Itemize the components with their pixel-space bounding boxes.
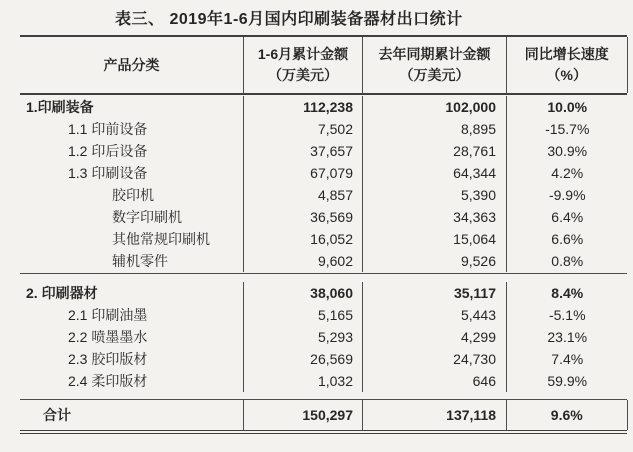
previous-amount-cell-text: 646 [472,373,496,389]
product-category-cell [20,118,244,140]
current-amount-cell-text: 36,569 [310,209,353,225]
product-category-cell [20,206,244,228]
table-body [20,95,627,399]
current-amount-cell [244,162,363,184]
growth-rate-cell [507,206,628,228]
table-total-row [20,399,627,434]
product-category-cell [20,282,244,304]
previous-amount-cell [363,184,507,206]
current-amount-cell [244,184,363,206]
total-label: 合计 [43,407,71,423]
table-row [20,370,627,392]
header-current-amount [244,37,363,93]
current-amount-cell [244,250,363,272]
product-category-cell [20,140,244,162]
product-category-cell [20,348,244,370]
header-growth-rate [507,37,628,93]
previous-amount-cell [363,228,507,250]
product-category-cell [20,304,244,326]
current-amount-cell-text: 5,165 [317,307,353,323]
total-previous-amount-cell [363,400,507,430]
product-category-cell [20,162,244,184]
growth-rate-cell-text: 59.9% [547,373,588,389]
product-category-cell [20,184,244,206]
previous-amount-cell [363,206,507,228]
total-label-cell [20,400,244,430]
table-row [20,96,627,118]
table-row [20,348,627,370]
previous-amount-cell-text: 9,526 [460,253,496,269]
header-previous-amount-line1: 去年同期累计金额 [378,46,491,62]
growth-rate-cell [507,228,628,250]
current-amount-cell-text: 5,293 [317,329,353,345]
growth-rate-cell-text: 7.4% [551,351,584,367]
total-current-amount: 150,297 [302,407,353,423]
growth-rate-cell [507,250,628,272]
growth-rate-cell-text: 30.9% [547,143,588,159]
growth-rate-cell-text: 23.1% [547,329,588,345]
growth-rate-cell-text: 6.4% [551,209,584,225]
growth-rate-cell [507,304,628,326]
table-row [20,228,627,250]
growth-rate-cell [507,96,628,118]
previous-amount-cell [363,304,507,326]
product-category-cell [20,370,244,392]
growth-rate-cell-text: 0.8% [551,253,584,269]
current-amount-cell [244,370,363,392]
growth-rate-cell-text: 10.0% [547,99,588,115]
growth-rate-cell-text: 4.2% [551,165,584,181]
current-amount-cell-text: 16,052 [310,231,353,247]
table-row [20,282,627,304]
table-section-1 [20,95,627,273]
current-amount-cell [244,326,363,348]
product-category-cell-text: 2.3 胶印版材 [68,351,148,367]
current-amount-cell-text: 26,569 [310,351,353,367]
total-growth-rate-cell [507,400,628,430]
product-category-cell [20,326,244,348]
header-growth-rate-line2: （%） [546,67,587,83]
previous-amount-cell-text: 24,730 [453,351,496,367]
export-statistics-table [20,35,627,434]
product-category-cell [20,250,244,272]
current-amount-cell [244,228,363,250]
previous-amount-cell-text: 8,895 [460,121,496,137]
table-row [20,304,627,326]
growth-rate-cell [507,282,628,304]
table-row [20,206,627,228]
product-category-cell-text: 胶印机 [112,187,154,203]
previous-amount-cell-text: 35,117 [453,285,496,301]
current-amount-cell [244,206,363,228]
growth-rate-cell [507,326,628,348]
table-row [20,184,627,206]
product-category-cell-text: 2.4 柔印版材 [68,373,148,389]
current-amount-cell-text: 112,238 [303,99,353,115]
header-previous-amount-line2: （万美元） [399,67,470,83]
header-product-category-label: 产品分类 [103,56,160,73]
current-amount-cell-text: 4,857 [317,187,353,203]
table-title-text: 表三、 2019年1-6月国内印刷装备器材出口统计 [115,11,463,28]
growth-rate-cell [507,162,628,184]
previous-amount-cell [363,326,507,348]
previous-amount-cell-text: 5,443 [460,307,496,323]
previous-amount-cell [363,162,507,184]
growth-rate-cell [507,348,628,370]
growth-rate-cell-text: -15.7% [545,121,590,137]
product-category-cell-text: 1.2 印后设备 [68,143,148,159]
current-amount-cell [244,118,363,140]
product-category-cell-text: 辅机零件 [112,253,168,269]
current-amount-cell [244,282,363,304]
previous-amount-cell [363,348,507,370]
table-title [0,0,633,35]
product-category-cell-text: 2.1 印刷油墨 [68,307,148,323]
product-category-cell-text: 数字印刷机 [112,209,182,225]
current-amount-cell [244,140,363,162]
table-row [20,250,627,272]
previous-amount-cell-text: 4,299 [460,329,496,345]
current-amount-cell-text: 38,060 [310,285,353,301]
table-row [20,326,627,348]
current-amount-cell-text: 7,502 [317,121,353,137]
header-previous-amount [363,37,507,93]
product-category-cell [20,96,244,118]
product-category-cell-text: 其他常规印刷机 [112,231,210,247]
current-amount-cell [244,96,363,118]
header-growth-rate-line1: 同比增长速度 [524,46,609,62]
table-row [20,162,627,184]
header-product-category [20,37,244,93]
header-current-amount-line2: （万美元） [268,67,338,83]
previous-amount-cell [363,282,507,304]
previous-amount-cell [363,140,507,162]
table-header-row [20,35,627,95]
current-amount-cell-text: 1,032 [317,373,353,389]
previous-amount-cell-text: 15,064 [453,231,496,247]
previous-amount-cell-text: 34,363 [453,209,496,225]
growth-rate-cell-text: 6.6% [551,231,584,247]
previous-amount-cell-text: 102,000 [445,99,496,115]
previous-amount-cell [363,370,507,392]
growth-rate-cell [507,140,628,162]
product-category-cell-text: 1.3 印刷设备 [68,165,148,181]
product-category-cell-text: 2. 印刷器材 [26,285,98,301]
growth-rate-cell-text: -5.1% [548,307,586,323]
growth-rate-cell [507,184,628,206]
table-row [20,140,627,162]
previous-amount-cell-text: 28,761 [453,143,496,159]
current-amount-cell-text: 9,602 [317,253,353,269]
product-category-cell-text: 2.2 喷墨墨水 [68,329,148,345]
product-category-cell-text: 1.1 印前设备 [68,121,148,137]
current-amount-cell-text: 67,079 [310,165,353,181]
current-amount-cell [244,304,363,326]
table-row [20,118,627,140]
growth-rate-cell-text: -9.9% [548,187,586,203]
growth-rate-cell-text: 8.4% [551,285,584,301]
table-section-2 [20,273,627,399]
previous-amount-cell-text: 64,344 [453,165,496,181]
total-growth-rate: 9.6% [550,407,583,423]
previous-amount-cell-text: 5,390 [460,187,496,203]
product-category-cell [20,228,244,250]
product-category-cell-text: 1.印刷装备 [26,99,94,115]
previous-amount-cell [363,118,507,140]
header-current-amount-line1: 1-6月累计金额 [257,46,349,62]
total-previous-amount: 137,118 [446,407,496,423]
growth-rate-cell [507,370,628,392]
current-amount-cell-text: 37,657 [310,143,353,159]
previous-amount-cell [363,250,507,272]
previous-amount-cell [363,96,507,118]
current-amount-cell [244,348,363,370]
total-current-amount-cell [244,400,363,430]
growth-rate-cell [507,118,628,140]
